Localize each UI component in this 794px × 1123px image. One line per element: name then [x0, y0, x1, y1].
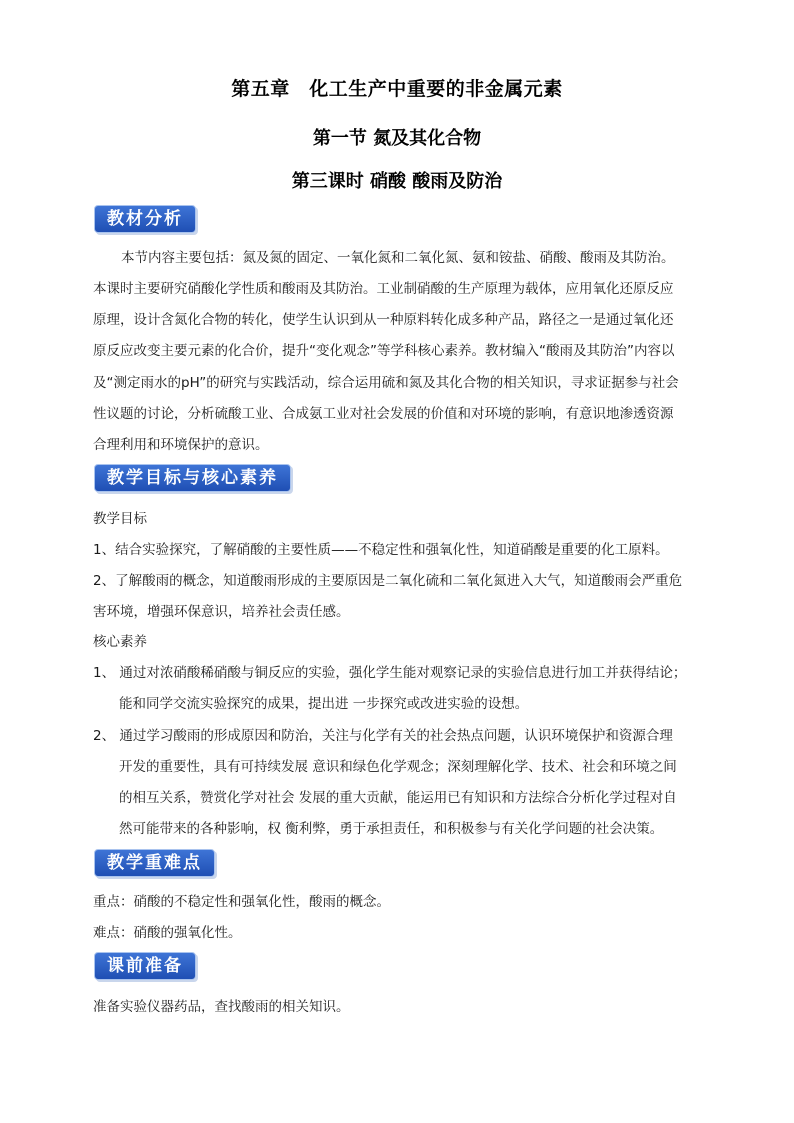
analysis-line: 本节内容主要包括：氮及氮的固定、一氧化氮和二氧化氮、氨和铵盐、硝酸、酸雨及其防治。 [94, 250, 675, 266]
core-line: 1、 通过对浓硝酸稀硝酸与铜反应的实验，强化学生能对观察记录的实验信息进行加工并获得结论； [93, 665, 687, 681]
analysis-line: 及“测定雨水的pH”的研究与实践活动，综合运用硫和氮及其化合物的相关知识，寻求证据参与社会 [93, 375, 679, 391]
analysis-line: 合理利用和环境保护的意识。 [93, 437, 269, 453]
core-line: 然可能带来的各种影响，权 衡利弊，勇于承担责任，和积极参与有关化学问题的社会决策。 [119, 821, 664, 837]
goals-badge: 教学目标与核心素养 [94, 464, 291, 492]
chapter-title: 第五章 化工生产中重要的非金属元素 [231, 78, 563, 100]
key-points-badge: 教学重难点 [94, 849, 215, 877]
goal-line: 2、了解酸雨的概念，知道酸雨形成的主要原因是二氧化硫和二氧化氮进入大气，知道酸雨会严重危 [93, 573, 683, 589]
core-heading: 核心素养 [93, 634, 147, 650]
analysis-line: 原理，设计含氮化合物的转化，使学生认识到从一种原料转化成多种产品，路径之一是通过氧化还 [93, 312, 674, 328]
key-point-line: 重点：硝酸的不稳定性和强氧化性，酸雨的概念。 [93, 894, 390, 910]
analysis-badge: 教材分析 [94, 205, 196, 233]
difficulty-line: 难点：硝酸的强氧化性。 [93, 925, 242, 941]
analysis-line: 本课时主要研究硝酸化学性质和酸雨及其防治。工业制硝酸的生产原理为载体，应用氧化还原反应 [93, 281, 674, 297]
preparation-line: 准备实验仪器药品，查找酸雨的相关知识。 [93, 999, 350, 1015]
goal-heading: 教学目标 [93, 511, 147, 527]
section-title: 第一节 氮及其化合物 [312, 128, 482, 149]
lesson-title: 第三课时 硝酸 酸雨及防治 [291, 171, 503, 192]
core-line: 的相互关系，赞赏化学对社会 发展的重大贡献，能运用已有知识和方法综合分析化学过程对自 [119, 790, 677, 806]
core-line: 2、 通过学习酸雨的形成原因和防治，关注与化学有关的社会热点问题，认识环境保护和资源合理 [93, 728, 673, 744]
core-line: 开发的重要性，具有可持续发展 意识和绿色化学观念；深刻理解化学、技术、社会和环境之间 [119, 759, 677, 775]
goal-line: 害环境，增强环保意识，培养社会责任感。 [93, 604, 350, 620]
core-line: 能和同学交流实验探究的成果，提出进 一步探究或改进实验的设想。 [119, 696, 529, 712]
analysis-line: 性议题的讨论，分析硫酸工业、合成氨工业对社会发展的价值和对环境的影响，有意识地渗透资源 [93, 406, 674, 422]
analysis-line: 原反应改变主要元素的化合价，提升“变化观念”等学科核心素养。教材编入“酸雨及其防治”内容以 [93, 343, 675, 359]
goal-line: 1、结合实验探究，了解硝酸的主要性质——不稳定性和强氧化性，知道硝酸是重要的化工原料。 [93, 542, 669, 558]
preparation-badge: 课前准备 [94, 952, 196, 980]
